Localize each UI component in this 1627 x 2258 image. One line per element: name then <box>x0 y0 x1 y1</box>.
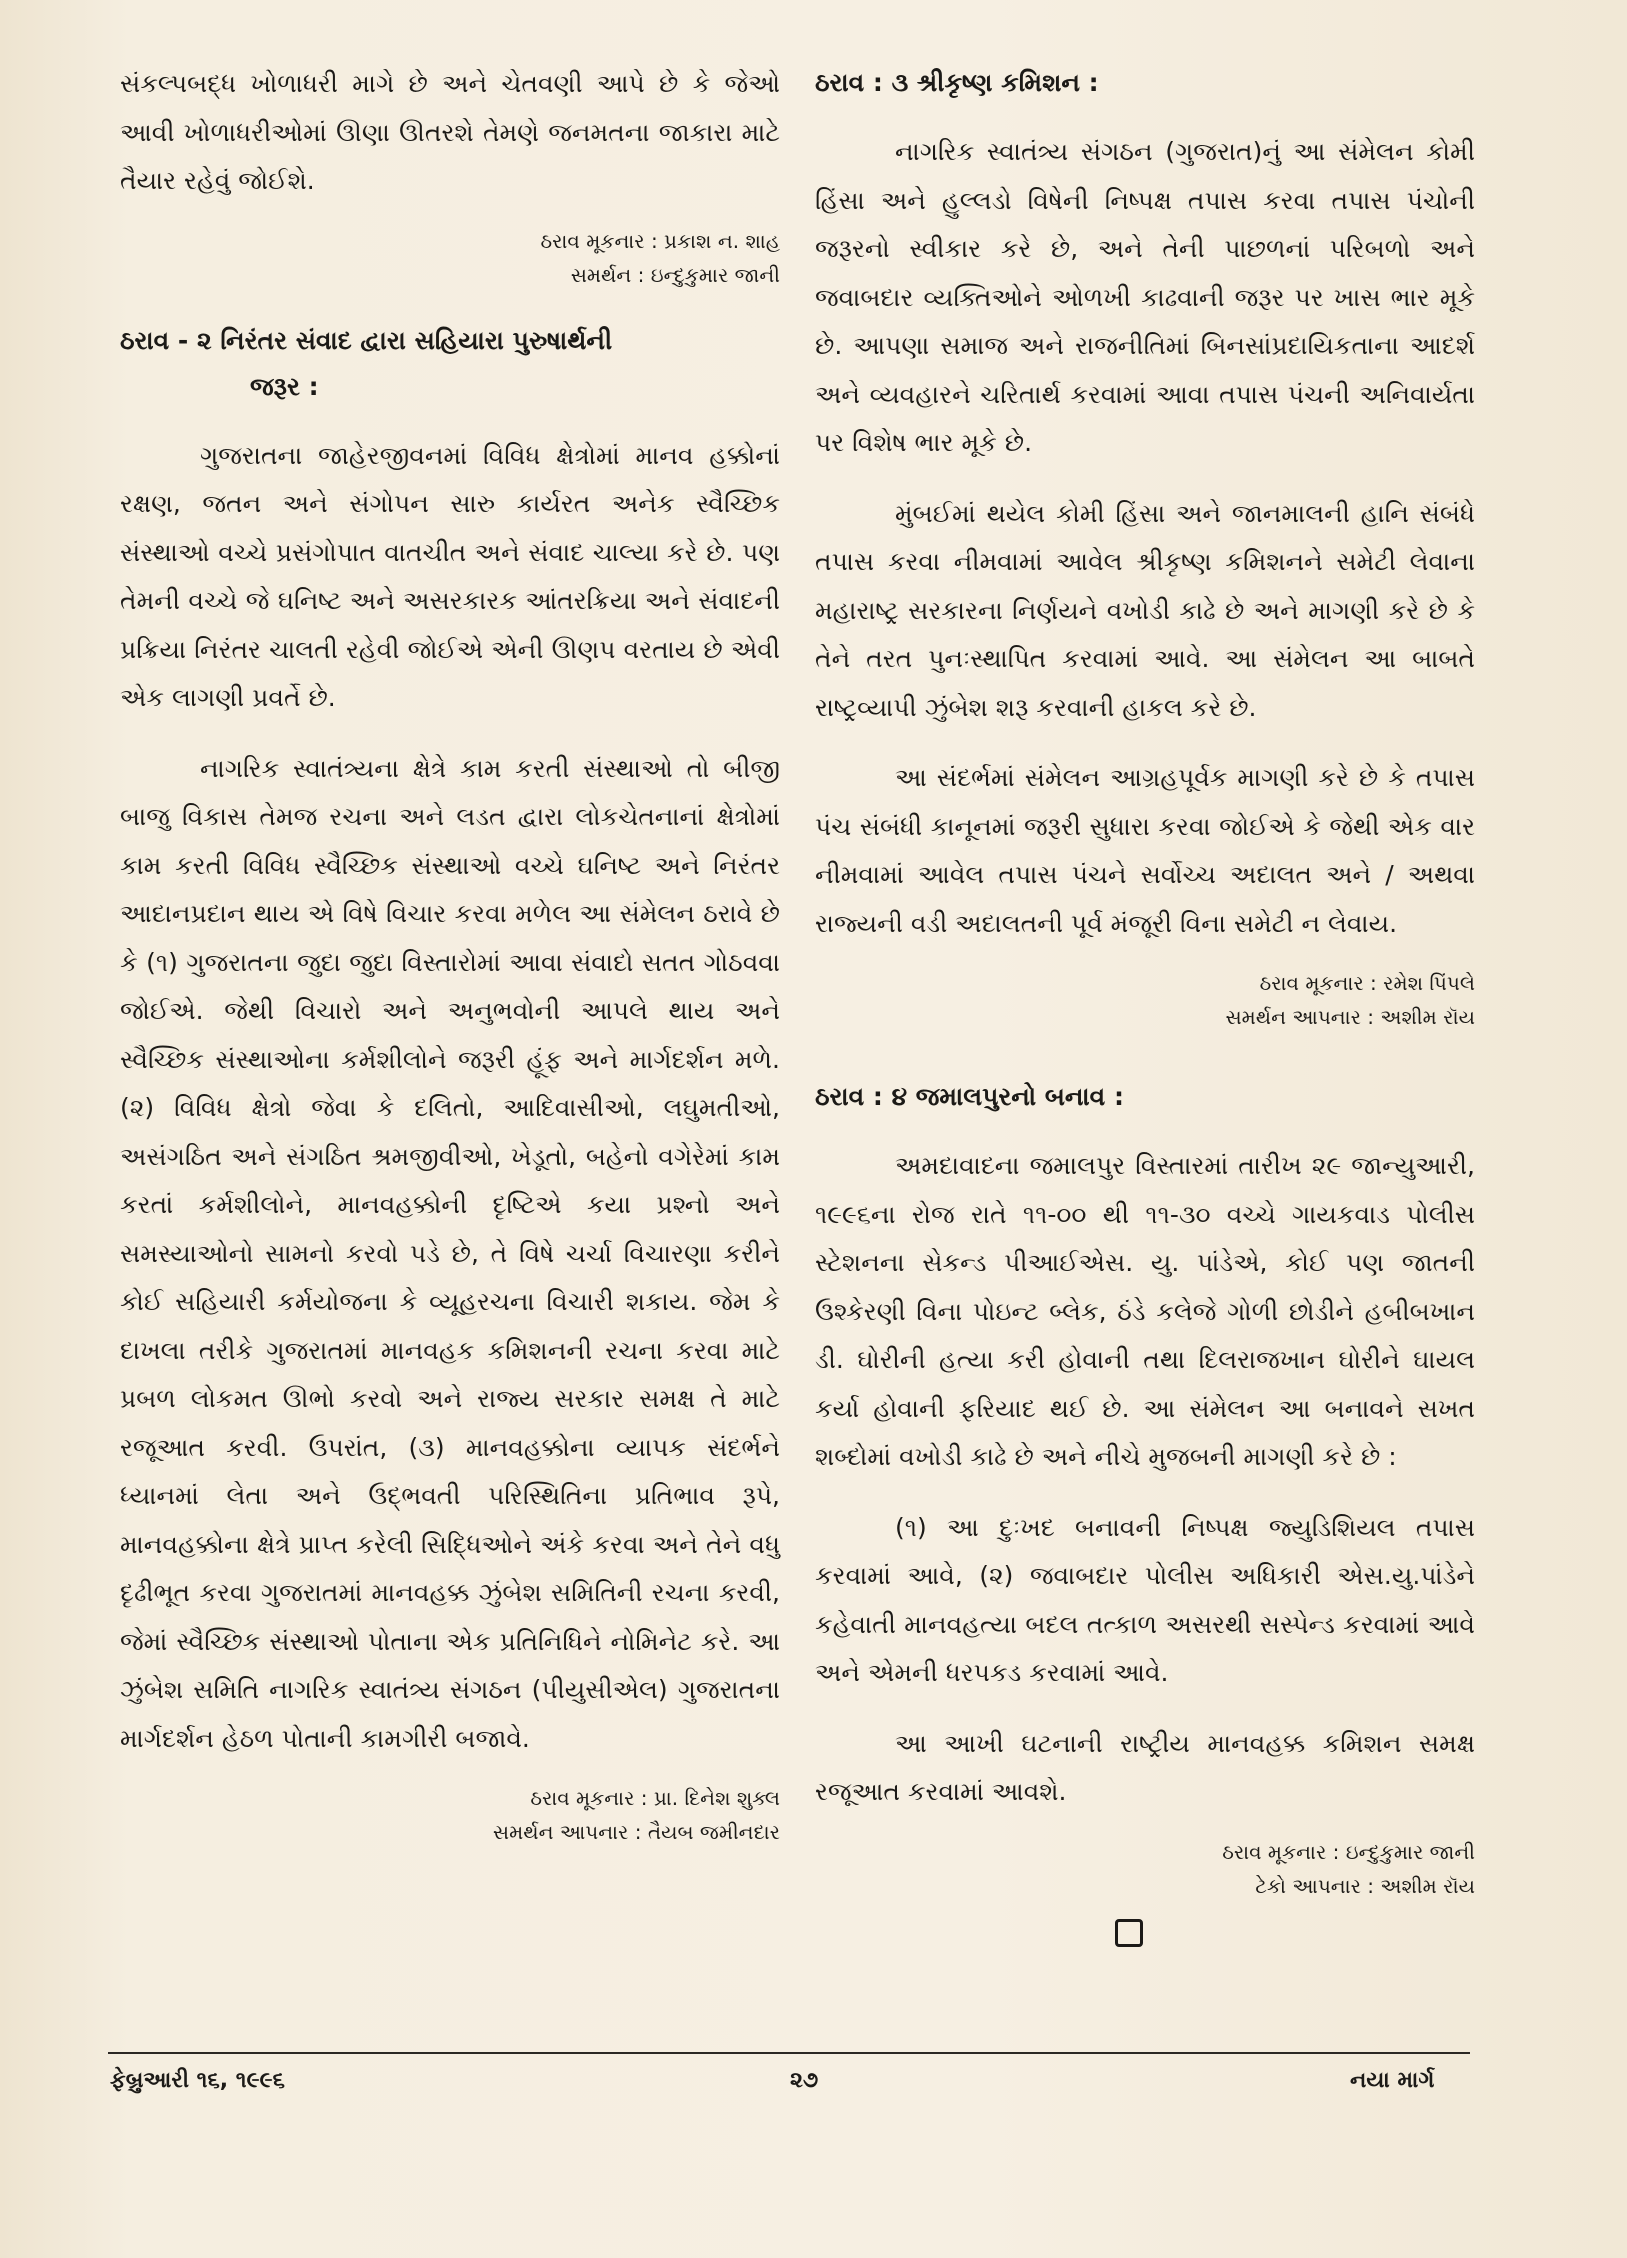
resolution2-paragraph-2: નાગરિક સ્વાતંત્ર્યના ક્ષેત્રે કામ કરતી સંસ્થાઓ તો બીજી બાજુ વિકાસ તેમજ રચના અને લડત દ્વારા લોકચેતનાનાં ક્ષેત્રોમાં કામ કરતી વિવિધ સ્વૈચ્છિક સંસ્થાઓ વચ્ચે ઘનિષ્ટ અને નિરંતર આદાનપ્રદાન થાય એ વિષે વિચાર કરવા મળેલ આ સંમેલન ઠરાવે છે કે (૧) ગુજરાતના જુદા જુદા વિસ્તારોમાં આવા સંવાદો સતત ગોઠવવા જોઈએ. જેથી વિચારો અને અનુભવોની આપલે થાય અને સ્વૈચ્છિક સંસ્થાઓના કર્મશીલોને જરૂરી હૂંફ અને માર્ગદર્શન મળે. (૨) વિવિધ ક્ષેત્રો જેવા કે દલિતો, આદિવાસીઓ, લઘુમતીઓ, અસંગઠિત અને સંગઠિત શ્રમજીવીઓ, ખેડૂતો, બહેનો વગેરેમાં કામ કરતાં કર્મશીલોને, માનવહક્કોની દૃષ્ટિએ કયા પ્રશ્નો અને સમસ્યાઓનો સામનો કરવો પડે છે, તે વિષે ચર્ચા વિચારણા કરીને કોઈ સહિયારી કર્મયોજના કે વ્યૂહરચના વિચારી શકાય. જેમ કે દાખલા તરીકે ગુજરાતમાં માનવહક કમિશનની રચના કરવા માટે પ્રબળ લોકમત ઊભો કરવો અને રાજ્ય સરકાર સમક્ષ તે માટે રજૂઆત કરવી. ઉપરાંત, (૩) માનવહક્કોના વ્યાપક સંદર્ભને ધ્યાનમાં લેતા અને ઉદ્‌ભવતી પરિસ્થિતિના પ્રતિભાવ રૂપે, માનવહક્કોના ક્ષેત્રે પ્રાપ્ત કરેલી સિદ્ધિઓને અંકે કરવા અને તેને વધુ દૃઢીભૂત કરવા ગુજરાતમાં માનવહક્ક ઝુંબેશ સમિતિની રચના કરવી, જેમાં સ્વૈચ્છિક સંસ્થાઓ પોતાના એક પ્રતિનિધિને નોમિનેટ કરે. આ ઝુંબેશ સમિતિ નાગરિક સ્વાતંત્ર્ય સંગઠન (પીયુસીએલ) ગુજરાતના માર્ગદર્શન હેઠળ પોતાની કામગીરી બજાવે. <box>120 753 780 1753</box>
resolution2-paragraph-1: ગુજરાતના જાહેરજીવનમાં વિવિધ ક્ષેત્રોમાં માનવ હક્કોનાં રક્ષણ, જતન અને સંગોપન સારુ કાર્યરત અનેક સ્વૈચ્છિક સંસ્થાઓ વચ્ચે પ્રસંગોપાત વાતચીત અને સંવાદ ચાલ્યા કરે છે. પણ તેમની વચ્ચે જે ઘનિષ્ટ અને અસરકારક આંતરક્રિયા અને સંવાદની પ્રક્રિયા નિરંતર ચાલતી રહેવી જોઈએ એની ઊણપ વરતાય છે એવી એક લાગણી પ્રવર્તે છે. <box>120 440 780 712</box>
resolution4-title: ઠરાવ : ૪ જમાલપુરનો બનાવ : <box>815 1082 1124 1111</box>
footer-publication-name: નયા માર્ગ <box>1350 2068 1435 2093</box>
intro-paragraph: સંકલ્પબદ્ધ ખોળાધરી માગે છે અને ચેતવણી આપે છે કે જેઓ આવી ખોળાધરીઓમાં ઊણા ઊતરશે તેમણે જનમતના જાકારા માટે તૈયાર રહેવું જોઈશે. <box>120 69 780 195</box>
footer-divider <box>108 2052 1470 2054</box>
resolution4-mover: ઠરાવ મૂકનાર : ઇન્દુકુમાર જાની <box>1222 1839 1475 1864</box>
footer-date: ફેબ્રુઆરી ૧૬, ૧૯૯૬ <box>110 2068 285 2093</box>
resolution3-paragraph-3: આ સંદર્ભમાં સંમેલન આગ્રહપૂર્વક માગણી કરે છે કે તપાસ પંચ સંબંધી કાનૂનમાં જરૂરી સુધારા કરવા જોઈએ કે જેથી એક વાર નીમવામાં આવેલ તપાસ પંચને સર્વોચ્ચ અદાલત અને / અથવા રાજ્યની વડી અદાલતની પૂર્વ મંજૂરી વિના સમેટી ન લેવાય. <box>815 763 1475 938</box>
resolution3-supporter: સમર્થન આપનાર : અશીમ રૉય <box>1225 1005 1475 1029</box>
resolution2-title-continued: જરૂર : <box>250 371 319 401</box>
resolution3-mover: ઠરાવ મૂકનાર : રમેશ પિંપલે <box>1259 971 1475 995</box>
resolution2-title: ઠરાવ - ૨ નિરંતર સંવાદ દ્વારા સહિયારા પુરુષાર્થની <box>120 325 613 355</box>
resolution4-paragraph-2: (૧) આ દુઃખદ બનાવની નિષ્પક્ષ જ્યુડિશિયલ તપાસ કરવામાં આવે, (૨) જવાબદાર પોલીસ અધિકારી એસ.યુ.પાંડેને કહેવાતી માનવહત્યા બદલ તત્કાળ અસરથી સસ્પેન્ડ કરવામાં આવે અને એમની ધરપકડ કરવામાં આવે. <box>815 1512 1475 1687</box>
resolution3-title: ઠરાવ : ૩ શ્રીકૃષ્ણ કમિશન : <box>815 68 1099 97</box>
left-column <box>120 60 780 1849</box>
resolution4-paragraph-1: અમદાવાદના જમાલપુર વિસ્તારમાં તારીખ ૨૯ જાન્યુઆરી, ૧૯૯૬ના રોજ રાતે ૧૧-૦૦ થી ૧૧-૩૦ વચ્ચે ગાયકવાડ પોલીસ સ્ટેશનના સેકન્ડ પીઆઈએસ. યુ. પાંડેએ, કોઈ પણ જાતની ઉશ્કેરણી વિના પોઇન્ટ બ્લેક, ઠંડે કલેજે ગોળી છોડીને હબીબખાન ડી. ઘોરીની હત્યા કરી હોવાની તથા દિલરાજખાન ઘોરીને ઘાયલ કર્યા હોવાની ફરિયાદ થઈ છે. આ સંમેલન આ બનાવને સખત શબ્દોમાં વખોડી કાઢે છે અને નીચે મુજબની માગણી કરે છે : <box>815 1151 1475 1471</box>
resolution3-paragraph-2: મુંબઈમાં થયેલ કોમી હિંસા અને જાનમાલની હાનિ સંબંધે તપાસ કરવા નીમવામાં આવેલ શ્રીકૃષ્ણ કમિશનને સમેટી લેવાના મહારાષ્ટ્ર સરકારના નિર્ણયને વખોડી કાઢે છે અને માગણી કરે છે કે તેને તરત પુનઃસ્થાપિત કરવામાં આવે. આ સંમેલન આ બાબતે રાષ્ટ્રવ્યાપી ઝુંબેશ શરૂ કરવાની હાકલ કરે છે. <box>815 498 1475 722</box>
resolution3-paragraph-1: નાગરિક સ્વાતંત્ર્ય સંગઠન (ગુજરાત)નું આ સંમેલન કોમી હિંસા અને હુલ્લડો વિષેની નિષ્પક્ષ તપાસ કરવા તપાસ પંચોની જરૂરનો સ્વીકાર કરે છે, અને તેની પાછળનાં પરિબળો અને જવાબદાર વ્યક્તિઓને ઓળખી કાઢવાની જરૂર પર ખાસ ભાર મૂકે છે. આપણા સમાજ અને રાજનીતિમાં બિનસાંપ્રદાયિકતાના આદર્શ અને વ્યવહારને ચરિતાર્થ કરવામાં આવા તપાસ પંચની અનિવાર્યતા પર વિશેષ ભાર મૂકે છે. <box>815 137 1475 457</box>
resolution2-supporter: સમર્થન આપનાર : તૈયબ જમીનદાર <box>492 1820 780 1844</box>
resolution1-mover: ઠરાવ મૂકનાર : પ્રકાશ ન. શાહ <box>540 228 780 253</box>
end-of-article-box-icon <box>1115 1919 1143 1947</box>
right-column <box>815 60 1475 1947</box>
footer-page-number: ૨૭ <box>790 2068 819 2093</box>
resolution2-heading <box>120 318 780 410</box>
resolution1-supporter: સમર્થન : ઇન્દુકુમાર જાની <box>570 262 780 287</box>
resolution4-paragraph-3: આ આખી ઘટનાની રાષ્ટ્રીય માનવહક્ક કમિશન સમક્ષ રજૂઆત કરવામાં આવશે. <box>815 1728 1475 1806</box>
resolution4-supporter: ટેકો આપનાર : અશીમ રૉય <box>1255 1873 1475 1898</box>
resolution2-mover: ઠરાવ મૂકનાર : પ્રા. દિનેશ શુક્લ <box>530 1786 780 1810</box>
